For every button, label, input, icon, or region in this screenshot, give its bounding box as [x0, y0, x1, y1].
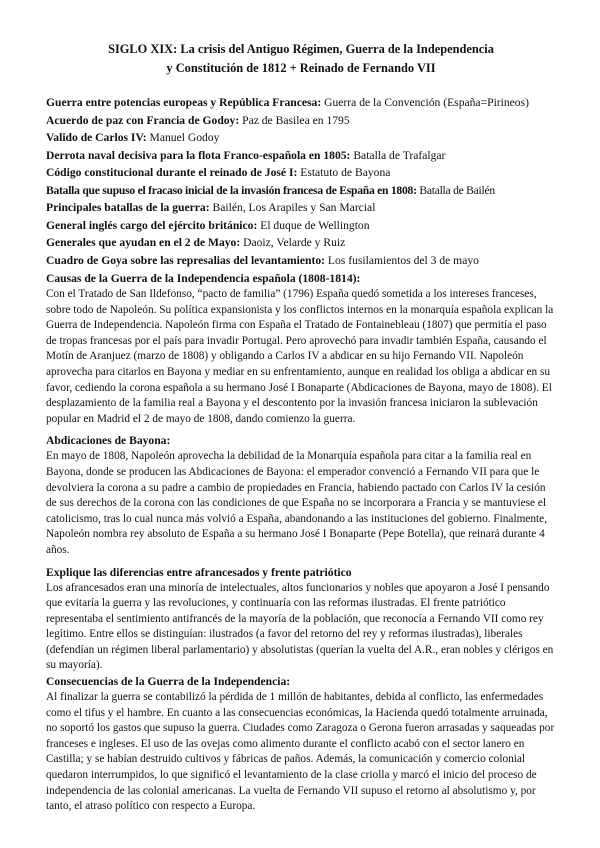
fact-item: [46, 234, 556, 252]
fact-item: [46, 252, 556, 270]
fact-answer: Estatuto de Bayona: [300, 166, 391, 179]
section-text: Al finalizar la guerra se contabilizó la pérdida de 1 millón de habitantes, debida al conflicto, las enfermedades como el tifus y el hambre. En cuanto a las consecuencias económicas, la Hacienda quedó totalmente arruinada, no soportó los gastos que supuso la guerra. Ciudades como Zaragoza o Gerona fueron arrasadas y saqueadas por franceses e ingleses. El uso de las ovejas como alimento durante el conflicto acabó con el sector lanero en Castilla; y se habían destruido cultivos y fábricas de paños. Además, la comunicación y comercio colonial quedaron interrumpidos, lo que significó el levantamiento de la clase criolla y marcó el inicio del proceso de independencia de las colonial americanas. La vuelta de Fernando VII supuso el retorno al absolutismo y, por tanto, el atraso político con respecto a Europa.: [46, 691, 555, 813]
fact-question: Batalla que supuso el fracaso inicial de la invasión francesa de España en 1808:: [46, 183, 417, 197]
section-title: Abdicaciones de Bayona:: [46, 434, 171, 448]
document-page: [46, 40, 556, 815]
fact-item: [46, 199, 556, 217]
document-title: [46, 40, 556, 78]
fact-answer: Batalla de Trafalgar: [353, 148, 446, 162]
section-abdicaciones: [46, 433, 556, 558]
fact-answer: Daoiz, Velarde y Ruiz: [243, 236, 346, 249]
fact-answer: Batalla de Bailén: [419, 183, 495, 197]
section-causas: [46, 271, 556, 427]
fact-question: General inglés cargo del ejército británico:: [46, 218, 258, 232]
fact-answer: Guerra de la Convención (España=Pirineos): [324, 96, 529, 109]
fact-answer: Paz de Basilea en 1795: [242, 113, 350, 127]
section-text: Los afrancesados eran una minoría de intelectuales, altos funcionarios y nobles que apoyaron a José I pensando que evitaría la guerra y las revoluciones, y continuaría con las reformas ilustradas. El frente patriótico representaba el sentimiento antifrancés de la mayoría de la población, que reconocía a Fernando VII como rey legítimo. Entre ellos se distinguían: ilustrados (a favor del retorno del rey y reformas ilustradas), liberales (defendían un régimen liberal parlamentario) y absolutistas (querían la vuelta del A.R., eran nobles y clérigos en su mayoría).: [46, 581, 554, 672]
fact-item: [46, 129, 556, 147]
section-text: En mayo de 1808, Napoleón aprovecha la debilidad de la Monarquía española para citar a la familia real en Bayona, donde se producen las Abdicaciones de Bayona: el emperador convenció a Fernando VII para que le devolviera la corona a su padre a cambio de propiedades en Francia, habiendo pactado con Carlos IV la cesión de sus derechos de la corona con las condiciones de que España no se incorporara a Francia y se mantuviese el catolicismo, tras lo cual nunca más volvió a España, abandonando a las instituciones del gobierno. Finalmente, Napoleón nombra rey absoluto de España a su hermano José I Bonaparte (Pepe Botella), que reinará durante 4 años.: [46, 450, 548, 556]
fact-item: [46, 147, 556, 165]
fact-question: Derrota naval decisiva para la flota Franco-española en 1805:: [46, 148, 351, 162]
section-title: Explique las diferencias entre afrancesados y frente patriótico: [46, 565, 352, 579]
facts-list: [46, 94, 556, 269]
section-afrancesados: [46, 565, 556, 675]
section-consecuencias: [46, 674, 556, 815]
fact-question: Valido de Carlos IV:: [46, 131, 147, 144]
fact-question: Principales batallas de la guerra:: [46, 201, 210, 214]
fact-answer: Bailén, Los Arapiles y San Marcial: [212, 201, 376, 214]
fact-item: [46, 182, 556, 200]
title-line-2: y Constitución de 1812 + Reinado de Fernando VII: [166, 61, 436, 75]
section-text: Con el Tratado de San Ildefonso, “pacto de familia” (1796) España quedó sometida a los intereses franceses, sobre todo de Napoleón. Su política expansionista y los conflictos internos en la monarquía española explican la Guerra de Independencia. Napoleón firma con España el Tratado de Fontainebleau (1807) que permitía el paso de tropas francesas por el país para invadir Portugal. Pero aprovechó para invadir también España, causando el Motín de Aranjuez (marzo de 1808) y obligando a Carlos IV a abdicar en su hijo Fernando VII. Napoleón aprovecha para citarlos en Bayona y mediar en su enfrentamiento, aunque en realidad los obliga a abdicar en su favor, cediendo la corona española a su hermano José I Bonaparte (Abdicaciones de Bayona, mayo de 1808). El desplazamiento de la familia real a Bayona y el descontento por la invasión francesa iniciaron la sublevación popular en Madrid el 2 de mayo de 1808, dando comienzo la guerra.: [46, 288, 554, 425]
fact-item: [46, 164, 556, 182]
fact-item: [46, 217, 556, 235]
fact-answer: Los fusilamientos del 3 de mayo: [327, 253, 479, 267]
fact-item: [46, 94, 556, 112]
section-title: Causas de la Guerra de la Independencia española (1808-1814):: [46, 272, 361, 285]
fact-question: Guerra entre potencias europeas y República Francesa:: [46, 96, 322, 109]
fact-question: Código constitucional durante el reinado de José I:: [46, 166, 298, 179]
fact-item: [46, 112, 556, 130]
fact-question: Generales que ayudan en el 2 de Mayo:: [46, 236, 241, 249]
title-line-1: SIGLO XIX: La crisis del Antiguo Régimen, Guerra de la Independencia: [108, 42, 494, 56]
fact-answer: Manuel Godoy: [149, 131, 220, 144]
fact-question: Cuadro de Goya sobre las represalias del levantamiento:: [46, 253, 326, 267]
fact-answer: El duque de Wellington: [260, 218, 370, 232]
section-title: Consecuencias de la Guerra de la Independencia:: [46, 675, 291, 689]
fact-question: Acuerdo de paz con Francia de Godoy:: [46, 113, 240, 127]
